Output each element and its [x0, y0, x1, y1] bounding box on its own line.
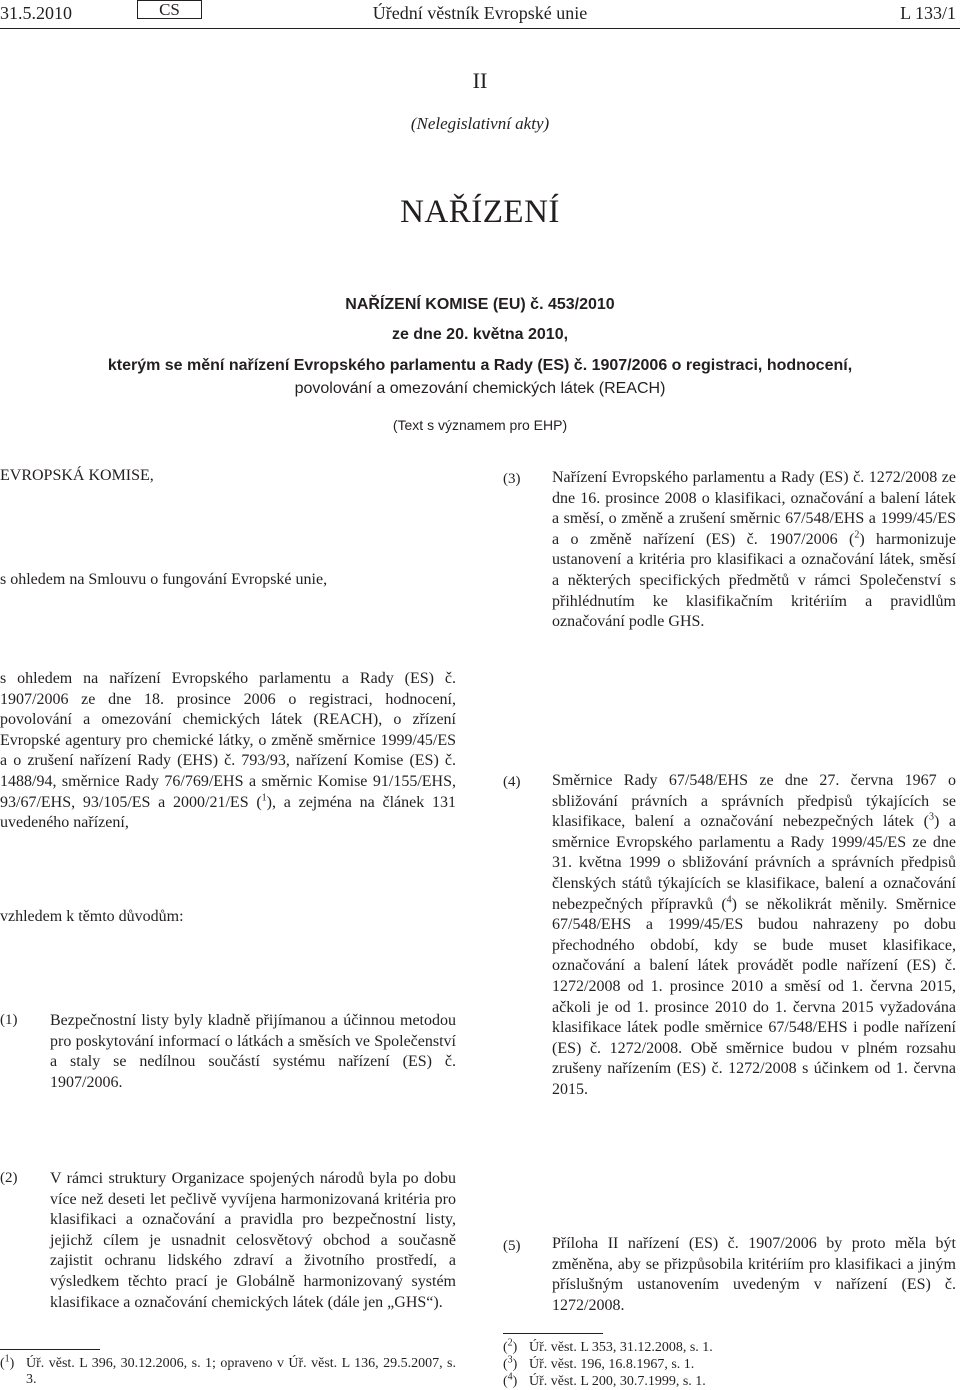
recital-4-number: (4)	[503, 774, 521, 790]
page-reference: L 133/1	[900, 3, 956, 23]
recital-4-text: Směrnice Rady 67/548/EHS ze dne 27. června 1967 o sbližování právních a správních předpisů týkajících se klasifikace, balení a označování nebezpečných látek ($^3$) a směrnice Evropského parlamentu a Rady 1999/45/ES ze dne 31. května 1999 o sbližování právních a správních předpisů členských států týkajících se klasifikace, balení a označování nebezpečných přípravků ($^4$) se několikrát měnily. Směrnice 67/548/EHS a 1999/45/ES budou nahrazeny po dobu přechodného období, kdy se bude muset klasifikace, označování a balení látek provádět podle nařízení (ES) č. 1272/2008 od 1. prosince 2010 a směsí od 1. června 2015, ačkoli je od 1. prosince 2010 do 1. června 2015 vyžadována klasifikace látek podle směrnice 67/548/EHS i podle nařízení (ES) č. 1272/2008. Obě směrnice budou v plném rozsahu zrušeny nařízením (ES) č. 1272/2008 s účinkem od 1. června 2015.	[552, 772, 957, 1098]
footnote-ref-2[interactable]: 2	[854, 529, 860, 541]
part-number: II	[472, 68, 488, 93]
header-rule	[0, 28, 960, 29]
recital-2-number: (2)	[0, 1170, 18, 1186]
recital-3-number: (3)	[503, 471, 521, 487]
footnote-4-text: Úř. věst. L 200, 30.7.1999, s. 1.	[529, 1374, 706, 1389]
footnote-separator-left	[0, 1349, 100, 1350]
footnote-3-number: ($^3$)	[503, 1354, 518, 1372]
commission-heading: EVROPSKÁ KOMISE,	[0, 467, 154, 484]
footnote-2-text: Úř. věst. L 353, 31.12.2008, s. 1.	[529, 1340, 713, 1355]
regulation-subject-line1: kterým se mění nařízení Evropského parlamentu a Rady (ES) č. 1907/2006 o registraci, hodnocení,	[107, 357, 853, 374]
part-subtitle: (Nelegislativní akty)	[410, 114, 550, 133]
recital-2-text: V rámci struktury Organizace spojených národů byla po dobu více než deseti let pečlivě vyvíjena harmonizovaná kritéria pro klasifikaci a označování a pravidla pro bezpečnostní listy, jejichž cílem je usnadnit celosvětový obchod a současně zajistit ochranu lidského zdraví a životního prostředí, a výsledkem těchto prací je Globálně harmonizovaný systém klasifikace a označování chemických látek (dále jen „GHS“).	[50, 1170, 456, 1311]
journal-title: Úřední věstník Evropské unie	[372, 3, 588, 23]
regulation-subject-line2: povolování a omezování chemických látek (REACH)	[294, 380, 666, 397]
footnote-3-text: Úř. věst. 196, 16.8.1967, s. 1.	[529, 1357, 695, 1372]
eea-relevance: (Text s významem pro EHP)	[392, 417, 568, 433]
footnote-2-number: ($^2$)	[503, 1337, 518, 1355]
recital-1-text: Bezpečnostní listy byly kladně přijímanou a účinnou metodou pro poskytování informací o látkách a směsích ve Společenství a staly se nedílnou součástí systému nařízení (ES) č. 1907/2006.	[50, 1012, 456, 1091]
whereas-heading: vzhledem k těmto důvodům:	[0, 908, 184, 925]
footnote-1-number: ($^1$)	[0, 1353, 15, 1371]
footnote-4-number: ($^4$)	[503, 1371, 518, 1389]
footnote-1-text: Úř. věst. L 396, 30.12.2006, s. 1; opraveno v Úř. věst. L 136, 29.5.2007, s. 3.	[26, 1356, 456, 1387]
regulation-number: NAŘÍZENÍ KOMISE (EU) č. 453/2010	[345, 296, 615, 313]
regulation-date: ze dne 20. května 2010,	[391, 326, 569, 343]
recital-1-number: (1)	[0, 1012, 18, 1028]
footnote-ref-1[interactable]: 1	[261, 792, 267, 804]
recital-3-text: Nařízení Evropského parlamentu a Rady (ES) č. 1272/2008 ze dne 16. prosince 2008 o klasifikaci, označování a balení látek a směsí, o změně a zrušení směrnic 67/548/EHS a 1999/45/ES a o změně nařízení (ES) č. 1907/2006 ($^2$) harmonizuje ustanovení a kritéria pro klasifikaci a označování látek, směsí a některých specifických předmětů v rámci Společenství s přihlédnutím ke klasifikačním kritériím a pravidlům označování podle GHS.	[552, 469, 956, 631]
footnote-separator-right	[503, 1333, 603, 1334]
footnote-ref-4[interactable]: 4	[726, 894, 732, 906]
recital-5-number: (5)	[503, 1238, 521, 1254]
citation-treaty: s ohledem na Smlouvu o fungování Evropské unie,	[0, 571, 328, 588]
citation-regulation: s ohledem na nařízení Evropského parlamentu a Rady (ES) č. 1907/2006 ze dne 18. prosince 2006 o registraci, hodnocení, povolování a omezování chemických látek (REACH), o zřízení Evropské agentury pro chemické látky, o změně směrnice 1999/45/ES a o zrušení nařízení Rady (EHS) č. 793/93, nařízení Komise (ES) č. 1488/94, směrnice Rady 76/769/EHS a směrnic Komise 91/155/EHS, 93/67/EHS, 93/105/ES a 2000/21/ES ($^1$), a zejména na článek 131 uvedeného nařízení,	[0, 670, 456, 832]
language-badge: CS	[137, 0, 202, 19]
recital-5-text: Příloha II nařízení (ES) č. 1907/2006 by proto měla být změněna, aby se přizpůsobila kritériím pro klasifikaci a jiným příslušným ustanovením uvedeným v nařízení (ES) č. 1272/2008.	[552, 1235, 956, 1314]
publication-date: 31.5.2010	[0, 3, 72, 23]
document-type: NAŘÍZENÍ	[400, 194, 560, 230]
footnote-ref-3[interactable]: 3	[928, 811, 934, 823]
